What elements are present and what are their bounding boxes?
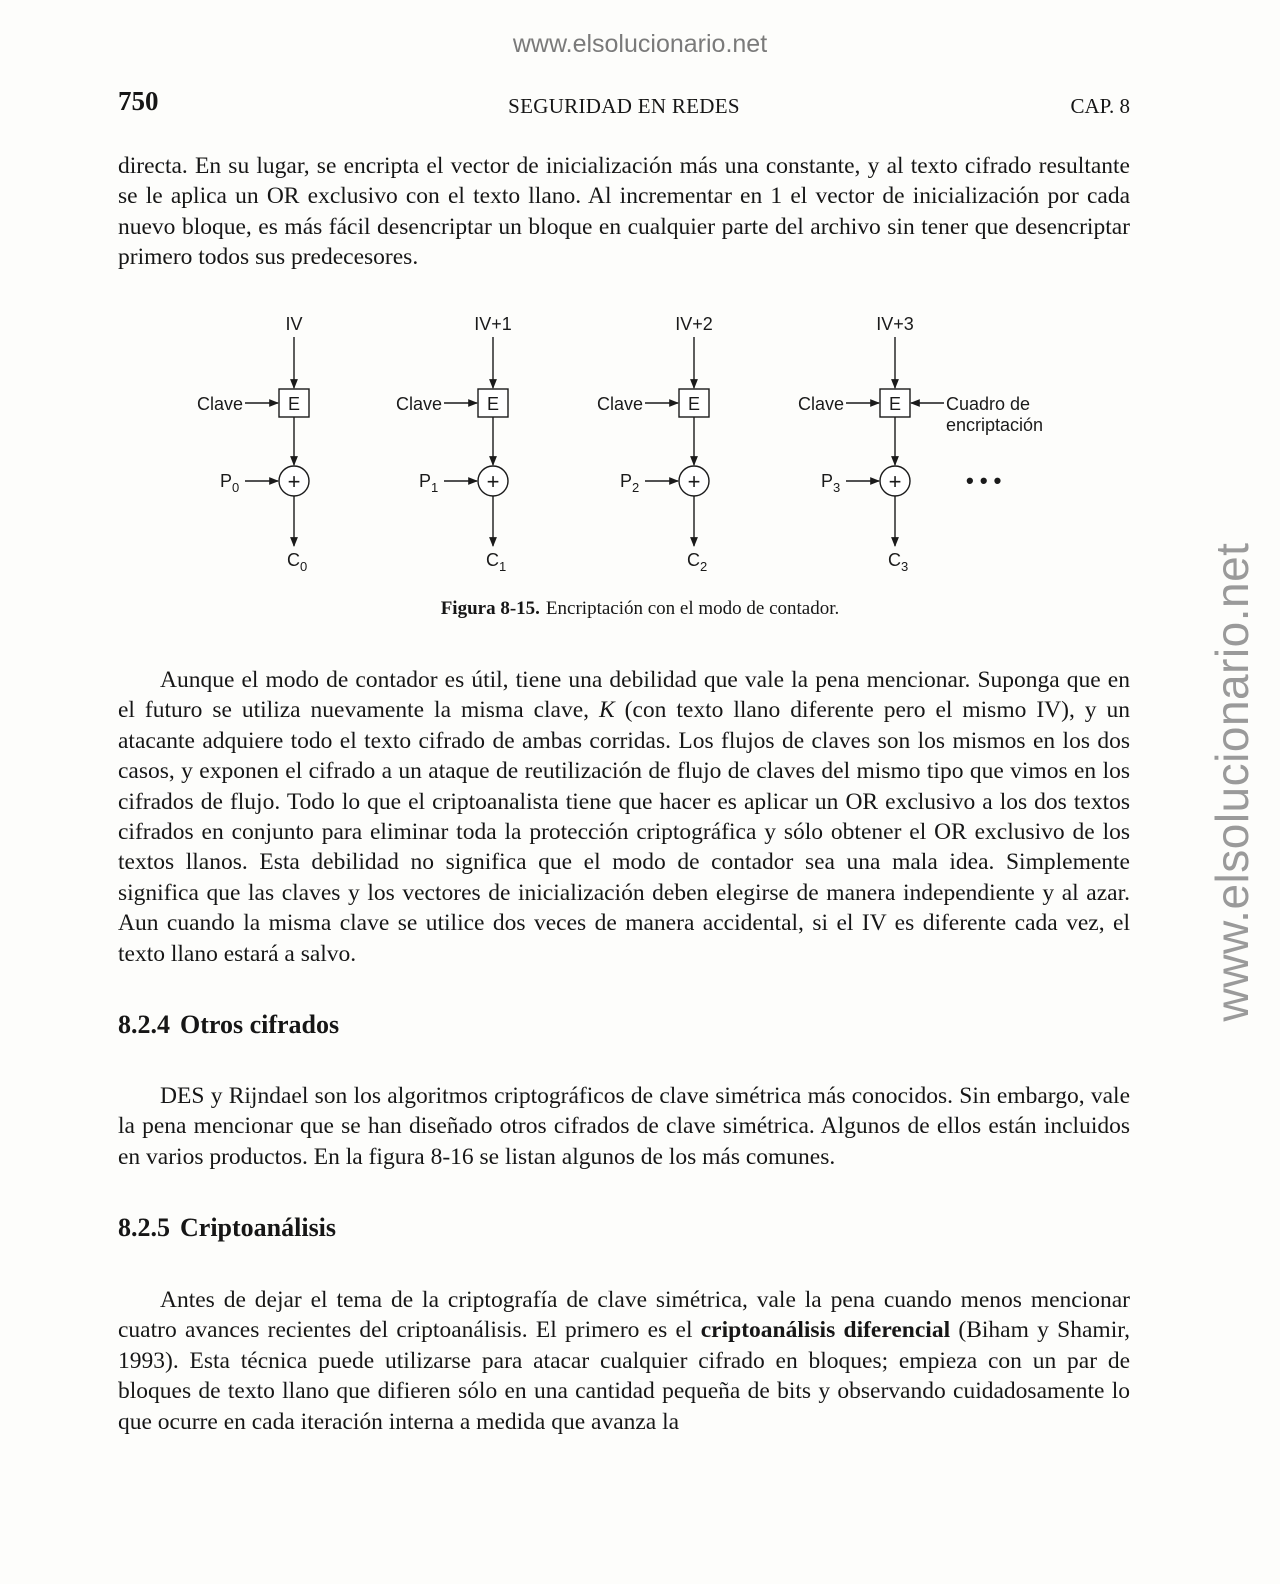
stage-3 (798, 314, 914, 574)
paragraph-cryptanalysis (118, 1285, 1130, 1437)
stage-0-plain-label (220, 471, 239, 495)
stage-3-iv-label: IV+3 (876, 314, 914, 334)
stage-0-enc-label: E (287, 394, 301, 414)
stage-2-key-label: Clave (596, 394, 643, 414)
stage-2-plain-label (620, 471, 639, 495)
box-label-line2: encriptación (946, 415, 1044, 435)
stage-1-enc-label: E (486, 394, 500, 414)
paragraph-other-ciphers: DES y Rijndael son los algoritmos criptográficos de clave simétrica más conocidos. Sin embargo, vale la pena mencionar que se han diseñado otros cifrados de clave simétrica. Algunos de ellos están incluidos en varios productos. En la figura 8-16 se listan algunos de los más comunes. (118, 1083, 1130, 1170)
stage-3-plain-sub: 3 (833, 480, 841, 495)
stage-1-plain-label (419, 471, 438, 495)
stage-2-plain-letter: P (620, 471, 633, 491)
stage-2-cipher-letter: C (687, 550, 700, 570)
section-title: Criptoanálisis (180, 1213, 337, 1242)
watermark-side: www.elsolucionario.net (1206, 542, 1258, 1022)
stage-0-plain-sub: 0 (232, 480, 240, 495)
stage-3-plain-label (821, 471, 840, 495)
stage-2-plain-sub: 2 (632, 480, 640, 495)
stage-0-xor-symbol: + (287, 469, 301, 494)
figure-caption (0, 598, 1280, 620)
weakness-text-a: Aunque el modo de contador es útil, tiene una debilidad que vale la pena mencionar. Suponga que en el futuro se utiliza nuevamente la misma clave, (118, 667, 1130, 724)
stage-3-enc-label: E (888, 394, 902, 414)
page-number: 750 (118, 86, 159, 116)
section-title: Otros cifrados (180, 1010, 340, 1039)
stage-1-cipher-letter: C (486, 550, 499, 570)
stage-3-cipher-sub: 3 (901, 559, 909, 574)
counter-mode-diagram (0, 300, 1280, 590)
running-title: SEGURIDAD EN REDES (508, 94, 740, 118)
ellipsis: • • • (966, 468, 1002, 493)
weakness-text-b: (con texto llano diferente pero el mismo IV), y un atacante adquiere todo el texto cifrado de ambas corridas. Los flujos de claves son los mismos en los dos casos, y exponen el cifrado a un ataque de reutilización de flujo de claves del mismo tipo que vimos en los cifrados de flujo. Todo lo que el criptoanalista tiene que hacer es aplicar un OR exclusivo a los dos textos cifrados en conjunto para eliminar toda la protección criptográfica y sólo obtener el OR exclusivo de los textos llanos. Esta debilidad no significa que el modo de contador sea una mala idea. Simplemente significa que las claves y los vectores de inicialización deben elegirse de manera independiente y al azar. Aun cuando la misma clave se utilice dos veces de manera accidental, si el IV es diferente cada vez, el texto llano estará a salvo. (118, 697, 1130, 967)
stage-1-iv-label: IV+1 (474, 314, 512, 334)
stage-1-plain-letter: P (419, 471, 432, 491)
stage-2-iv-label: IV+2 (675, 314, 713, 334)
key-symbol: K (599, 697, 615, 724)
section-number: 8.2.4 (118, 1010, 170, 1039)
stage-0-iv-label: IV (285, 314, 303, 334)
stage-2-xor-symbol: + (687, 469, 701, 494)
stage-0-plain-letter: P (220, 471, 233, 491)
crypto-text-a: Antes de dejar el tema de la criptografía de clave simétrica, vale la pena cuando menos mencionar cuatro avances recientes del criptoanálisis. El primero es el (118, 1287, 1130, 1344)
stage-3-key-label: Clave (797, 394, 844, 414)
stage-0 (197, 314, 309, 574)
crypto-text-b: (Biham y Shamir, 1993). Esta técnica puede utilizarse para atacar cualquier cifrado en bloques; empieza con un par de bloques de texto llano que difieren sólo en una cantidad pequeña de bits y observando cuidadosamente lo que ocurre en cada iteración interna a medida que avanza la (118, 1317, 1130, 1435)
paragraph-intro: directa. En su lugar, se encripta el vector de inicialización más una constante, y al texto cifrado resultante se le aplica un OR exclusivo con el texto llano. Al incrementar en 1 el vector de inicialización por cada nuevo bloque, es más fácil desencriptar un bloque en cualquier parte del archivo sin tener que desencriptar primero todos sus predecesores. (118, 153, 1130, 271)
stage-2-cipher-sub: 2 (700, 559, 708, 574)
watermark-top: www.elsolucionario.net (512, 30, 768, 58)
stage-3-xor-symbol: + (888, 469, 902, 494)
crypto-term: criptoanálisis diferencial (700, 1317, 951, 1344)
section-number: 8.2.5 (118, 1213, 170, 1242)
stage-2 (597, 314, 713, 574)
box-label-line1: Cuadro de (946, 394, 1031, 414)
stage-1-plain-sub: 1 (431, 480, 439, 495)
stage-1 (396, 314, 512, 574)
stage-3-cipher-letter: C (888, 550, 901, 570)
stage-2-enc-label: E (687, 394, 701, 414)
section-heading-8-2-5 (118, 1213, 336, 1243)
chapter-label: CAP. 8 (1070, 94, 1130, 118)
caption-label: Figura 8-15. (440, 598, 540, 619)
stage-3-plain-letter: P (821, 471, 834, 491)
page-header (118, 86, 1130, 126)
stage-0-cipher-letter: C (287, 550, 300, 570)
stage-0-cipher-label (287, 550, 307, 574)
figure-counter-mode (0, 300, 1280, 590)
stage-1-xor-symbol: + (486, 469, 500, 494)
stage-1-cipher-label (486, 550, 506, 574)
stage-1-cipher-sub: 1 (499, 559, 507, 574)
stage-3-cipher-label (888, 550, 908, 574)
section-heading-8-2-4 (118, 1010, 339, 1040)
stage-0-key-label: Clave (196, 394, 243, 414)
stage-2-cipher-label (687, 550, 707, 574)
stage-0-cipher-sub: 0 (300, 559, 308, 574)
paragraph-weakness (118, 665, 1130, 969)
stage-1-key-label: Clave (395, 394, 442, 414)
caption-text: Encriptación con el modo de contador. (545, 598, 840, 619)
